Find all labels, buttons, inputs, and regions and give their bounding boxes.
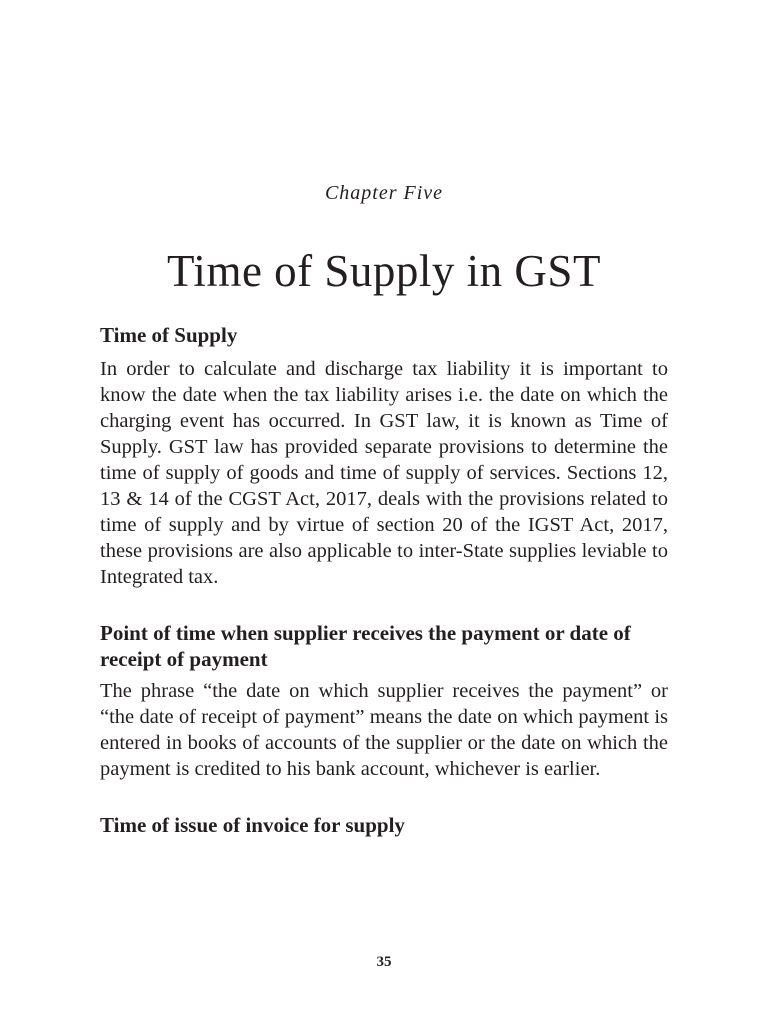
chapter-title: Time of Supply in GST — [167, 246, 601, 296]
chapter-label: Chapter Five — [324, 182, 444, 204]
page-number: 35 — [376, 954, 392, 970]
section-time-of-supply — [100, 322, 668, 590]
section-heading: Time of issue of invoice for supply — [100, 813, 405, 837]
section-heading: Point of time when supplier receives the payment or date of receipt of payment — [100, 621, 631, 671]
section-receipt-of-payment — [100, 620, 668, 782]
section-paragraph: The phrase “the date on which supplier receives the payment” or “the date of receipt of payment” means the date on which payment is entered in books of accounts of the supplier or the date on which the payment is credited to his bank account, whichever is earlier. — [100, 680, 668, 780]
page-content — [100, 322, 668, 846]
section-issue-of-invoice — [100, 812, 668, 838]
section-heading: Time of Supply — [100, 323, 238, 347]
section-paragraph: In order to calculate and discharge tax liability it is important to know the date when the tax liability arises i.e. the date on which the charging event has occurred. In GST law, it is known as Time of Supply. GST law has provided separate provisions to determine the time of supply of goods and time of supply of services. Sections 12, 13 & 14 of the CGST Act, 2017, deals with the provisions related to time of supply and by virtue of section 20 of the IGST Act, 2017, these provisions are also applicable to inter-State supplies leviable to Integrated tax. — [100, 358, 668, 588]
